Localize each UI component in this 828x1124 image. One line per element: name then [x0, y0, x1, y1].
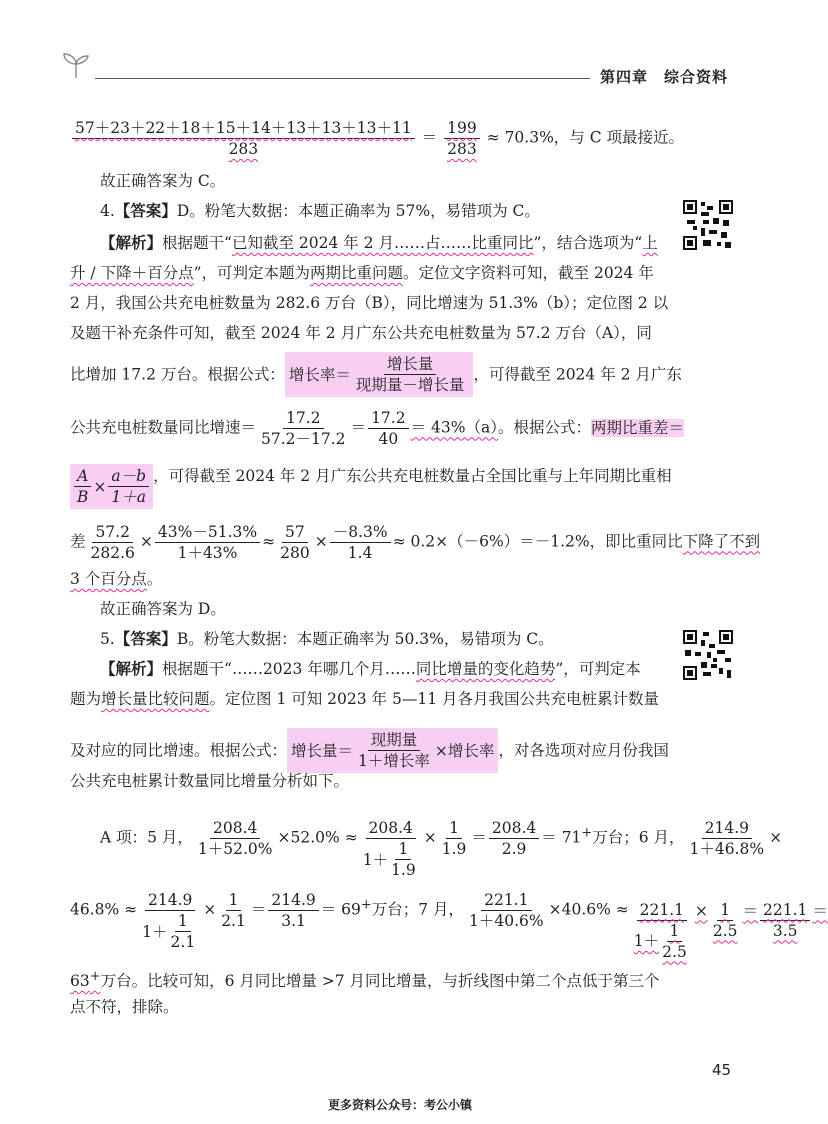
option-a-calc-2: 46.8% ≈ 214.9 1＋ $\frac{1}{2.1}$ × $\frac{1}{2.1}$ ＝ $\frac{214.9}{3.1}$ ＝ 69+万台；7 月， $\frac{221.1}{1+40.6\%}$ ×40.6% ≈ 221.1 1＋ $\frac{1}{2.5}$ × $\frac{1}{2.5}$ ＝ $\frac{221.1}{3.5}$ ＝ [70, 891, 828, 961]
qr-code-icon-2[interactable] [683, 630, 733, 680]
option-a-conclusion-2: 点不符，排除。 [70, 998, 179, 1016]
q4-analysis-line-1: 【解析】根据题干“已知截至 2024 年 2 月……占……比重同比”，结合选项为“上 [100, 233, 658, 252]
q5-answer: 5.【答案】B。粉笔大数据：本题正确率为 50.3%，易错项为 C。 [100, 629, 554, 648]
q4-analysis-line-3: 2 月，我国公共充电桩数量为 282.6 万台（B），同比增速为 51.3%（b）；定位图 2 以 [70, 294, 669, 312]
growth-rate-formula: 增长率＝ $\frac{\text{增长量}}{\text{现期量－增长量}}$ [285, 352, 474, 397]
q4-analysis-line-2: 升 / 下降＋百分点”，可判定本题为两期比重问题。定位文字资料可知，截至 2024 年 [70, 264, 654, 282]
increment-formula: 增长量＝ $\frac{\text{现期量}}{\text{1＋增长率}}$ ×增长率 [287, 728, 498, 773]
calc-line-1: $\frac{57+23+22+18+15+14+13+13+13+11}{283}$ ＝ $\frac{199}{283}$ ≈ 70.3%，与 C 项最接近。 [70, 118, 684, 159]
option-a-calc-1: A 项：5 月， $\frac{208.4}{1+52.0\%}$ ×52.0% ≈ 208.4 1＋ $\frac{1}{1.9}$ × $\frac{1}{1.9}$ ＝ $\frac{208.4}{2.9}$ ＝ 71+万台；6 月， $\frac{214.9}{1+46.8\%}$ × [100, 819, 783, 879]
ratio-fraction: $\frac{199}{283}$ [444, 118, 480, 159]
sprout-icon [60, 50, 92, 80]
proportion-diff-formula: $\frac{A}{B}$ × $\frac{a-b}{1+a}$ [70, 464, 153, 509]
option-a-conclusion-1: 63+万台。比较可知，6 月同比增量 >7 月同比增量，与折线图中第二个点低于第三个 [70, 969, 660, 991]
conclusion-1: 故正确答案为 C。 [100, 172, 226, 190]
q5-analysis-line-2: 题为增长量比较问题。定位图 1 可知 2023 年 5—11 月各月我国公共充电桩累计数量 [70, 690, 659, 708]
header-rule [95, 78, 590, 79]
q4-answer: 4.【答案】D。粉笔大数据：本题正确率为 57%，易错项为 C。 [100, 201, 540, 220]
q4-analysis-line-6: 公共充电桩数量同比增速＝ $\frac{17.2}{57.2-17.2}$ ＝ $\frac{17.2}{40}$ ＝ 43%（a）。根据公式：两期比重差＝ [70, 409, 684, 448]
chapter-label: 第四章 [600, 68, 649, 86]
q4-analysis-line-7: $\frac{A}{B}$ × $\frac{a-b}{1+a}$ ，可得截至 2024 年 2 月广东公共充电桩数量占全国比重与上年同期比重相 [70, 464, 672, 509]
q4-conclusion: 故正确答案为 D。 [100, 600, 226, 618]
q4-analysis-line-4: 及题干补充条件可知，截至 2024 年 2 月广东公共充电桩数量为 57.2 万台（A），同 [70, 324, 652, 342]
q5-analysis-line-3: 及对应的同比增速。根据公式： 增长量＝ $\frac{\text{现期量}}{\text{1＋增长率}}$ ×增长率 ，对各选项对应月份我国 [70, 728, 669, 773]
q4-analysis-line-5: 比增加 17.2 万台。根据公式： 增长率＝ $\frac{\text{增长量}}{\text{现期量－增长量}}$ ，可得截至 2024 年 2 月广东 [70, 352, 682, 397]
section-label: 综合资料 [664, 68, 729, 86]
footer-note: 更多资料公众号：考公小镇 [327, 1098, 472, 1112]
page-number: 45 [712, 1061, 732, 1079]
q5-analysis-line-1: 【解析】根据题干“……2023 年哪几个月……同比增量的变化趋势”，可判定本 [100, 659, 641, 678]
approx-result: ≈ 70.3%，与 C 项最接近。 [486, 128, 685, 147]
q4-analysis-line-8: 差 $\frac{57.2}{282.6}$ × $\frac{43\%-51.3\%}{1+43\%}$ ≈ $\frac{57}{280}$ × $\frac{-8.3\%}{1.4}$ ≈ 0.2×（－6%）＝－1.2%，即比重同比下降了不到 [70, 523, 761, 562]
q4-analysis-line-9: 3 个百分点。 [70, 570, 163, 588]
sum-fraction: $\frac{57+23+22+18+15+14+13+13+13+11}{283}$ [72, 118, 415, 159]
q5-analysis-line-4: 公共充电桩累计数量同比增量分析如下。 [70, 772, 350, 790]
qr-code-icon[interactable] [683, 200, 733, 250]
chapter-header [600, 66, 728, 87]
